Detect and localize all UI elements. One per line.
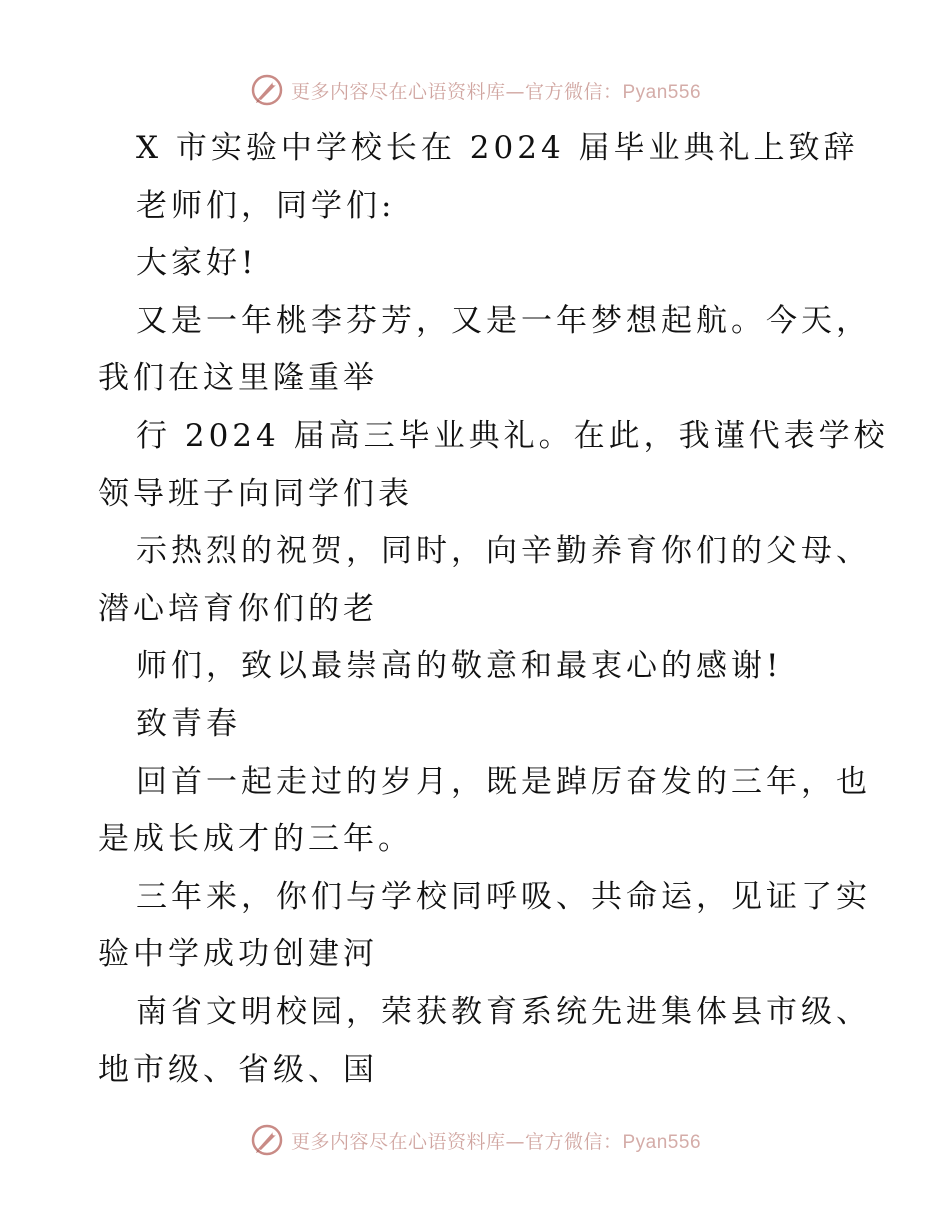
text-line: 大家好! (136, 245, 258, 282)
quill-logo-icon (249, 1122, 285, 1158)
document-body (98, 120, 889, 1099)
text-line: 验中学成功创建河 (98, 936, 378, 973)
watermark-text: 更多内容尽在心语资料库—官方微信：Pyan556 (290, 80, 702, 103)
text-line: 三年来，你们与学校同呼吸、共命运，见证了实 (136, 878, 871, 915)
text-line: 南省文明校园，荣获教育系统先进集体县市级、 (136, 993, 871, 1030)
text-line: 示热烈的祝贺，同时，向辛勤养育你们的父母、 (136, 533, 871, 570)
text-line: 师们，致以最崇高的敬意和最衷心的感谢! (136, 648, 783, 685)
watermark-text: 更多内容尽在心语资料库—官方微信：Pyan556 (290, 1130, 702, 1153)
text-line: 致青春 (136, 705, 241, 742)
text-line: 是成长成才的三年。 (98, 821, 413, 858)
text-line: 回首一起走过的岁月，既是踔厉奋发的三年，也 (136, 763, 871, 800)
text-line: 老师们，同学们: (136, 187, 396, 224)
text-line: 领导班子向同学们表 (98, 475, 413, 512)
text-line: 又是一年桃李芬芳，又是一年梦想起航。今天， (136, 302, 871, 339)
footer-watermark (0, 1120, 950, 1160)
text-line: 行 2024 届高三毕业典礼。在此，我谨代表学校 (136, 417, 889, 454)
text-line: X 市实验中学校长在 2024 届毕业典礼上致辞 (136, 130, 859, 166)
header-watermark (0, 70, 950, 110)
text-line: 地市级、省级、国 (98, 1051, 378, 1088)
quill-logo-icon (249, 72, 285, 108)
text-line: 潜心培育你们的老 (98, 590, 378, 627)
text-line: 我们在这里隆重举 (98, 360, 378, 397)
